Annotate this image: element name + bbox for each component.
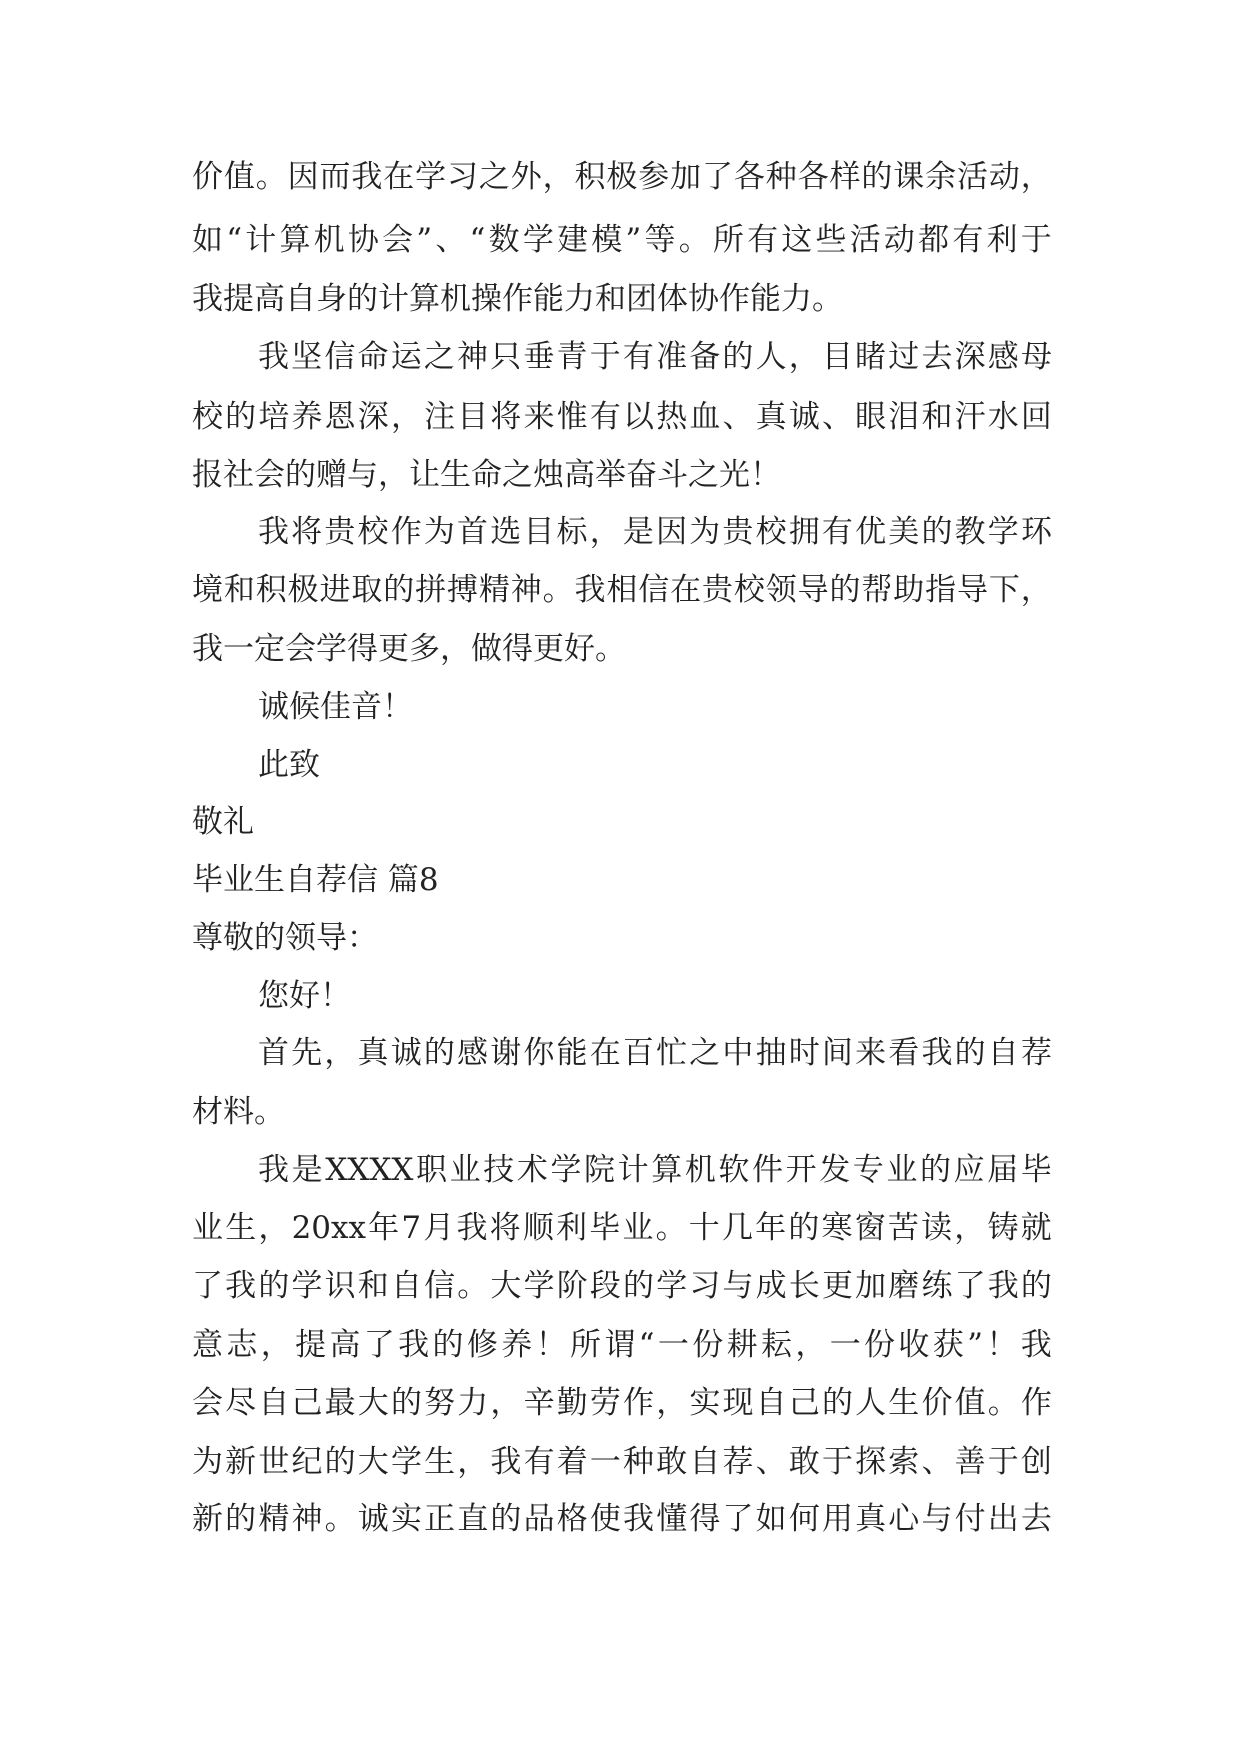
text-line: 意 志 ， 提 高 了 我 的 修 养 ！ 所 谓 “ 一 份 耕 耘 ， 一 份 收 获 ” ！ 我 bbox=[192, 1327, 1052, 1363]
text-line: 此致 bbox=[258, 747, 320, 783]
text-line: 境 和 积 极 进 取 的 拼 搏 精 神 。 我 相 信 在 贵 校 领 导 的 帮 助 指 导 下 ， bbox=[192, 572, 1052, 608]
text-line: 我 将 贵 校 作 为 首 选 目 标 ， 是 因 为 贵 校 拥 有 优 美 的 教 学 环 bbox=[258, 514, 1052, 550]
text-line: 新 的 精 神 。 诚 实 正 直 的 品 格 使 我 懂 得 了 如 何 用 真 心 与 付 出 去 bbox=[192, 1501, 1052, 1537]
text-line: 我 是 XXXX 职 业 技 术 学 院 计 算 机 软 件 开 发 专 业 的 应 届 毕 bbox=[258, 1152, 1052, 1188]
text-line: 诚候佳音！ bbox=[258, 689, 413, 725]
text-line: 敬礼 bbox=[192, 804, 254, 840]
text-line: 如 “ 计 算 机 协 会 ” 、 “ 数 学 建 模 ” 等 。 所 有 这 些 活 动 都 有 利 于 bbox=[192, 222, 1052, 258]
text-line: 我 坚 信 命 运 之 神 只 垂 青 于 有 准 备 的 人 ， 目 睹 过 去 深 感 母 bbox=[258, 339, 1052, 375]
text-line: 了 我 的 学 识 和 自 信 。 大 学 阶 段 的 学 习 与 成 长 更 加 磨 练 了 我 的 bbox=[192, 1268, 1052, 1304]
text-line: 报社会的赠与，让生命之烛高举奋斗之光！ bbox=[192, 457, 781, 493]
text-line: 毕业生自荐信 篇8 bbox=[192, 862, 439, 898]
text-line: 价 值 。 因 而 我 在 学 习 之 外 ， 积 极 参 加 了 各 种 各 样 的 课 余 活 动 ， bbox=[192, 159, 1052, 195]
text-line: 首 先 ， 真 诚 的 感 谢 你 能 在 百 忙 之 中 抽 时 间 来 看 我 的 自 荐 bbox=[258, 1035, 1052, 1071]
text-line: 您好！ bbox=[258, 978, 351, 1014]
text-line: 材料。 bbox=[192, 1094, 285, 1130]
text-line: 我一定会学得更多，做得更好。 bbox=[192, 631, 626, 667]
text-line: 校 的 培 养 恩 深 ， 注 目 将 来 惟 有 以 热 血 、 真 诚 、 眼 泪 和 汗 水 回 bbox=[192, 399, 1052, 435]
text-line: 我提高自身的计算机操作能力和团体协作能力。 bbox=[192, 281, 843, 317]
text-line: 会 尽 自 己 最 大 的 努 力 ， 辛 勤 劳 作 ， 实 现 自 己 的 人 生 价 值 。 作 bbox=[192, 1385, 1052, 1421]
text-line: 尊敬的领导： bbox=[192, 920, 378, 956]
text-line: 为 新 世 纪 的 大 学 生 ， 我 有 着 一 种 敢 自 荐 、 敢 于 探 索 、 善 于 创 bbox=[192, 1444, 1052, 1480]
text-line: 业 生 ， 20xx 年 7 月 我 将 顺 利 毕 业 。 十 几 年 的 寒 窗 苦 读 ， 铸 就 bbox=[192, 1210, 1052, 1246]
